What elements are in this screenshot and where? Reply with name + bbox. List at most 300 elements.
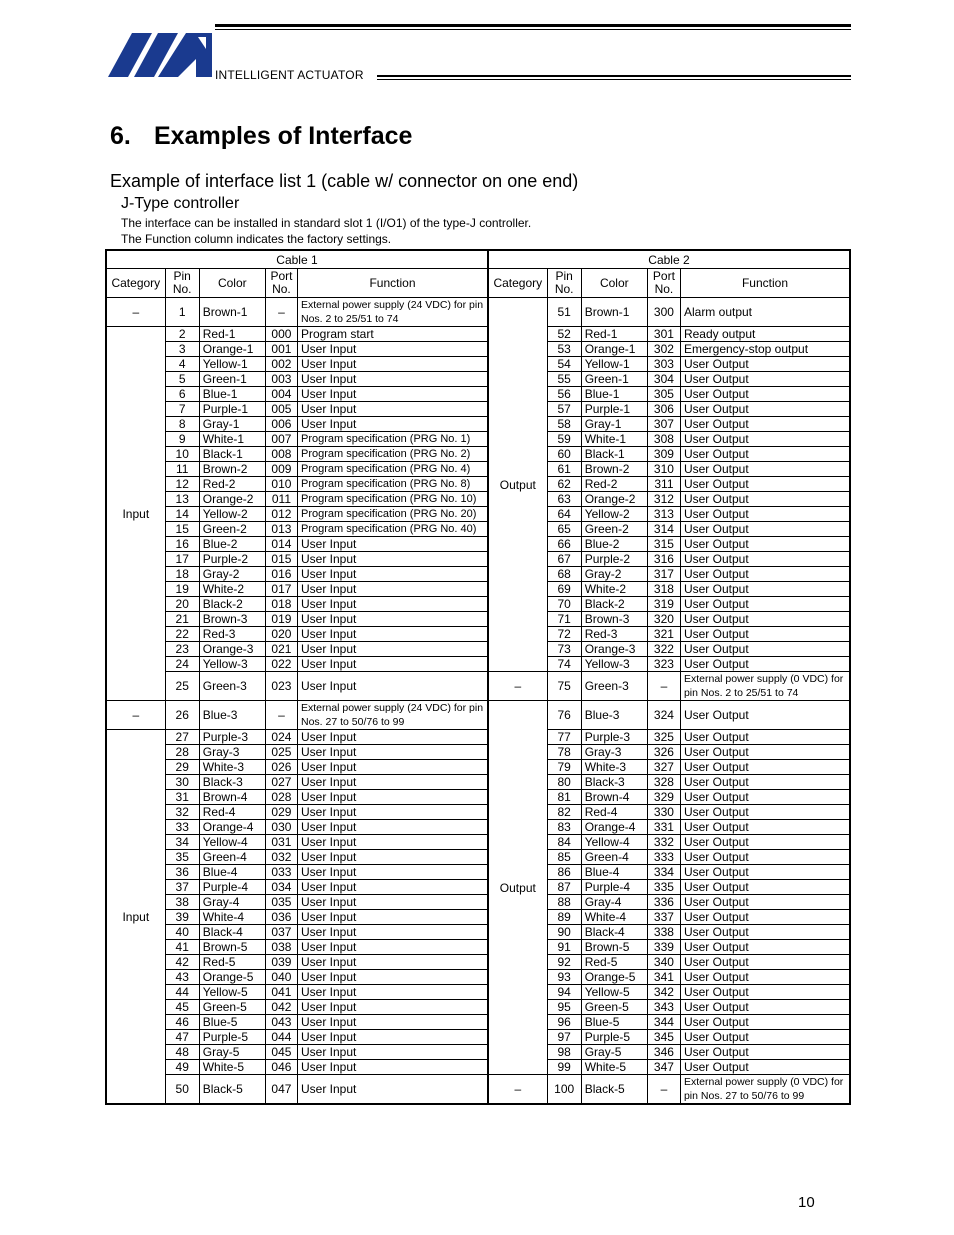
function-cell: User Input [297,1030,488,1045]
function-cell: User Output [680,552,850,567]
color-cell: Purple-1 [581,402,647,417]
color-cell: Black-5 [581,1075,647,1105]
table-row [106,835,850,850]
port-cell: 317 [647,567,680,582]
port-cell: 341 [647,970,680,985]
table-row [106,1000,850,1015]
pin-cell: 59 [547,432,581,447]
port-cell: 032 [265,850,297,865]
pin-cell: 85 [547,850,581,865]
note-slot: The interface can be installed in standard slot 1 (I/O1) of the type-J controller. [121,216,532,230]
color-cell: Brown-4 [581,790,647,805]
header-port: Port No. [265,269,297,298]
pin-cell: 62 [547,477,581,492]
port-cell: 311 [647,477,680,492]
port-cell: 047 [265,1075,297,1105]
port-cell: 326 [647,745,680,760]
port-cell: 013 [265,522,297,537]
section-number: 6. [110,122,131,150]
table-row [106,387,850,402]
table-row [106,760,850,775]
pin-cell: 75 [547,672,581,701]
function-cell: Program specification (PRG No. 2) [297,447,488,462]
port-cell: 309 [647,447,680,462]
pin-cell: 27 [165,730,199,745]
function-cell: Alarm output [680,298,850,327]
function-cell: User Input [297,402,488,417]
color-cell: Blue-4 [199,865,265,880]
table-row [106,477,850,492]
pin-cell: 100 [547,1075,581,1105]
function-cell: User Input [297,597,488,612]
function-cell: User Input [297,582,488,597]
color-cell: Blue-5 [581,1015,647,1030]
table-row [106,730,850,745]
port-cell: 333 [647,850,680,865]
color-cell: Purple-4 [581,880,647,895]
pin-cell: 68 [547,567,581,582]
color-cell: Blue-2 [199,537,265,552]
port-cell: 020 [265,627,297,642]
header-pin: Pin No. [547,269,581,298]
table-row [106,327,850,342]
function-cell: User Input [297,627,488,642]
pin-cell: 36 [165,865,199,880]
function-cell: User Input [297,1000,488,1015]
function-cell: User Output [680,477,850,492]
header-color: Color [199,269,265,298]
color-cell: Orange-5 [581,970,647,985]
function-cell: User Input [297,537,488,552]
port-cell: 338 [647,925,680,940]
pin-cell: 71 [547,612,581,627]
pin-cell: 72 [547,627,581,642]
pin-cell: 35 [165,850,199,865]
function-cell: User Input [297,805,488,820]
port-cell: 332 [647,835,680,850]
port-cell: 002 [265,357,297,372]
function-cell: User Input [297,940,488,955]
table-row [106,342,850,357]
function-cell: External power supply (24 VDC) for pin Nos. 2 to 25/51 to 74 [297,298,488,327]
color-cell: Blue-5 [199,1015,265,1030]
function-cell: User Output [680,850,850,865]
pin-cell: 90 [547,925,581,940]
port-cell: 006 [265,417,297,432]
color-cell: Brown-3 [581,612,647,627]
function-cell: User Input [297,880,488,895]
pin-cell: 8 [165,417,199,432]
port-cell: – [265,298,297,327]
pin-cell: 41 [165,940,199,955]
function-cell: User Output [680,417,850,432]
pin-cell: 51 [547,298,581,327]
table-row [106,298,850,327]
port-cell: 337 [647,910,680,925]
header-category: Category [106,269,165,298]
port-cell: 039 [265,955,297,970]
color-cell: Blue-2 [581,537,647,552]
pin-cell: 95 [547,1000,581,1015]
pin-cell: 80 [547,775,581,790]
port-cell: 305 [647,387,680,402]
function-cell: User Input [297,1015,488,1030]
pin-cell: 20 [165,597,199,612]
function-cell: User Output [680,447,850,462]
table-row [106,865,850,880]
function-cell: User Output [680,805,850,820]
function-cell: User Input [297,342,488,357]
pin-cell: 63 [547,492,581,507]
pin-cell: 43 [165,970,199,985]
table-row [106,1045,850,1060]
color-cell: Yellow-5 [199,985,265,1000]
port-cell: 036 [265,910,297,925]
port-cell: 347 [647,1060,680,1075]
header-rule-top [215,24,851,27]
color-cell: Yellow-2 [199,507,265,522]
pin-cell: 18 [165,567,199,582]
pin-cell: 66 [547,537,581,552]
table-row [106,1060,850,1075]
color-cell: Green-4 [199,850,265,865]
pin-cell: 77 [547,730,581,745]
table-row [106,820,850,835]
table-row [106,627,850,642]
pin-cell: 17 [165,552,199,567]
port-cell: – [647,1075,680,1105]
color-cell: Brown-4 [199,790,265,805]
category-cell: Input [106,730,165,1105]
pin-cell: 31 [165,790,199,805]
color-cell: Orange-4 [199,820,265,835]
function-cell: External power supply (24 VDC) for pin Nos. 27 to 50/76 to 99 [297,701,488,730]
function-cell: Program specification (PRG No. 1) [297,432,488,447]
color-cell: Yellow-3 [581,657,647,672]
table-row [106,642,850,657]
table-row [106,357,850,372]
table-row [106,567,850,582]
pin-cell: 29 [165,760,199,775]
color-cell: Brown-5 [199,940,265,955]
color-cell: Red-5 [199,955,265,970]
port-cell: 044 [265,1030,297,1045]
color-cell: Black-3 [199,775,265,790]
pin-cell: 76 [547,701,581,730]
pin-cell: 25 [165,672,199,701]
pin-cell: 32 [165,805,199,820]
pin-cell: 19 [165,582,199,597]
color-cell: Red-4 [199,805,265,820]
table-row [106,372,850,387]
category-cell: Output [488,701,547,1075]
port-cell: 327 [647,760,680,775]
port-cell: 043 [265,1015,297,1030]
color-cell: Gray-1 [581,417,647,432]
pin-cell: 4 [165,357,199,372]
function-cell: User Output [680,642,850,657]
page-header [0,0,954,90]
table-row [106,582,850,597]
table-row [106,552,850,567]
function-cell: User Output [680,1030,850,1045]
table-row [106,790,850,805]
port-cell: 328 [647,775,680,790]
function-cell: User Output [680,597,850,612]
pin-cell: 81 [547,790,581,805]
cable1-caption: Cable 1 [106,250,488,269]
pin-cell: 70 [547,597,581,612]
table-row [106,1030,850,1045]
pin-cell: 11 [165,462,199,477]
port-cell: 306 [647,402,680,417]
function-cell: User Input [297,672,488,701]
color-cell: Purple-3 [199,730,265,745]
pin-cell: 5 [165,372,199,387]
pin-cell: 88 [547,895,581,910]
port-cell: 033 [265,865,297,880]
port-cell: 314 [647,522,680,537]
pin-cell: 93 [547,970,581,985]
pin-cell: 73 [547,642,581,657]
note-function: The Function column indicates the factory settings. [121,232,392,246]
port-cell: 018 [265,597,297,612]
function-cell: Program specification (PRG No. 4) [297,462,488,477]
function-cell: User Output [680,701,850,730]
port-cell: 339 [647,940,680,955]
pin-cell: 3 [165,342,199,357]
color-cell: Gray-2 [581,567,647,582]
port-cell: 323 [647,657,680,672]
function-cell: Program specification (PRG No. 20) [297,507,488,522]
table-row [106,970,850,985]
function-cell: User Output [680,835,850,850]
pin-cell: 42 [165,955,199,970]
color-cell: Yellow-4 [581,835,647,850]
function-cell: User Output [680,1015,850,1030]
pin-cell: 55 [547,372,581,387]
table-row [106,895,850,910]
brand-name: INTELLIGENT ACTUATOR [215,68,364,82]
port-cell: 015 [265,552,297,567]
function-cell: User Output [680,657,850,672]
port-cell: 019 [265,612,297,627]
color-cell: Yellow-3 [199,657,265,672]
port-cell: 017 [265,582,297,597]
color-cell: Purple-5 [199,1030,265,1045]
subtitle: Example of interface list 1 (cable w/ connector on one end) [110,171,579,191]
pin-cell: 10 [165,447,199,462]
port-cell: 030 [265,820,297,835]
color-cell: White-1 [199,432,265,447]
category-cell: – [106,298,165,327]
pin-cell: 48 [165,1045,199,1060]
table-row [106,805,850,820]
interface-table [105,249,851,1105]
function-cell: User Input [297,925,488,940]
table-row [106,447,850,462]
pin-cell: 64 [547,507,581,522]
color-cell: White-3 [581,760,647,775]
color-cell: White-5 [581,1060,647,1075]
pin-cell: 50 [165,1075,199,1105]
color-cell: Purple-5 [581,1030,647,1045]
header-rule-top-thin [215,29,851,30]
pin-cell: 6 [165,387,199,402]
port-cell: 045 [265,1045,297,1060]
pin-cell: 61 [547,462,581,477]
port-cell: 318 [647,582,680,597]
port-cell: 304 [647,372,680,387]
pin-cell: 23 [165,642,199,657]
pin-cell: 58 [547,417,581,432]
port-cell: 319 [647,597,680,612]
color-cell: Green-5 [199,1000,265,1015]
pin-cell: 67 [547,552,581,567]
port-cell: 042 [265,1000,297,1015]
function-cell: Program specification (PRG No. 8) [297,477,488,492]
pin-cell: 56 [547,387,581,402]
table-row [106,597,850,612]
pin-cell: 37 [165,880,199,895]
port-cell: 031 [265,835,297,850]
function-cell: User Output [680,730,850,745]
function-cell: User Input [297,775,488,790]
port-cell: 026 [265,760,297,775]
color-cell: Brown-2 [199,462,265,477]
pin-cell: 53 [547,342,581,357]
table-row [106,701,850,730]
category-cell: – [488,1075,547,1105]
pin-cell: 87 [547,880,581,895]
table-row [106,985,850,1000]
color-cell: Orange-2 [581,492,647,507]
pin-cell: 65 [547,522,581,537]
port-cell: 021 [265,642,297,657]
pin-cell: 24 [165,657,199,672]
color-cell: Orange-1 [199,342,265,357]
function-cell: External power supply (0 VDC) for pin Nos. 27 to 50/76 to 99 [680,1075,850,1105]
port-cell: 321 [647,627,680,642]
pin-cell: 78 [547,745,581,760]
table-row [106,537,850,552]
pin-cell: 33 [165,820,199,835]
pin-cell: 1 [165,298,199,327]
color-cell: Green-2 [581,522,647,537]
pin-cell: 7 [165,402,199,417]
color-cell: Orange-5 [199,970,265,985]
pin-cell: 22 [165,627,199,642]
color-cell: Gray-3 [199,745,265,760]
pin-cell: 54 [547,357,581,372]
function-cell: User Input [297,865,488,880]
color-cell: Purple-4 [199,880,265,895]
color-cell: Green-1 [581,372,647,387]
function-cell: User Input [297,1060,488,1075]
pin-cell: 39 [165,910,199,925]
function-cell: User Output [680,582,850,597]
color-cell: Brown-2 [581,462,647,477]
function-cell: User Output [680,432,850,447]
port-cell: 008 [265,447,297,462]
category-cell: Input [106,327,165,701]
category-cell: Output [488,298,547,672]
function-cell: User Input [297,985,488,1000]
function-cell: User Output [680,462,850,477]
color-cell: Brown-3 [199,612,265,627]
color-cell: Red-1 [199,327,265,342]
pin-cell: 28 [165,745,199,760]
pin-cell: 45 [165,1000,199,1015]
pin-cell: 13 [165,492,199,507]
color-cell: Gray-5 [581,1045,647,1060]
function-cell: User Input [297,850,488,865]
function-cell: User Output [680,567,850,582]
pin-cell: 12 [165,477,199,492]
table-row [106,462,850,477]
color-cell: Yellow-1 [199,357,265,372]
color-cell: Black-3 [581,775,647,790]
function-cell: Emergency-stop output [680,342,850,357]
function-cell: User Input [297,612,488,627]
port-cell: 000 [265,327,297,342]
table-row [106,657,850,672]
table-row [106,1015,850,1030]
color-cell: Red-1 [581,327,647,342]
color-cell: Purple-2 [199,552,265,567]
function-cell: User Input [297,1075,488,1105]
port-cell: 335 [647,880,680,895]
pin-cell: 69 [547,582,581,597]
function-cell: User Output [680,1060,850,1075]
pin-cell: 60 [547,447,581,462]
header-function: Function [297,269,488,298]
pin-cell: 49 [165,1060,199,1075]
table-body [106,298,850,1105]
function-cell: User Input [297,745,488,760]
port-cell: 331 [647,820,680,835]
color-cell: Purple-1 [199,402,265,417]
function-cell: Ready output [680,327,850,342]
function-cell: User Output [680,895,850,910]
function-cell: User Input [297,955,488,970]
port-cell: 009 [265,462,297,477]
port-cell: 035 [265,895,297,910]
color-cell: Red-2 [581,477,647,492]
port-cell: 300 [647,298,680,327]
pin-cell: 57 [547,402,581,417]
port-cell: 301 [647,327,680,342]
header-function: Function [680,269,850,298]
port-cell: 334 [647,865,680,880]
function-cell: User Output [680,492,850,507]
function-cell: User Input [297,567,488,582]
port-cell: 320 [647,612,680,627]
color-cell: Orange-2 [199,492,265,507]
function-cell: User Output [680,357,850,372]
port-cell: 046 [265,1060,297,1075]
pin-cell: 26 [165,701,199,730]
color-cell: Black-4 [199,925,265,940]
port-cell: 027 [265,775,297,790]
function-cell: User Output [680,507,850,522]
pin-cell: 94 [547,985,581,1000]
page-title [110,122,412,151]
pin-cell: 86 [547,865,581,880]
function-cell: User Input [297,910,488,925]
function-cell: User Output [680,537,850,552]
table-row [106,402,850,417]
